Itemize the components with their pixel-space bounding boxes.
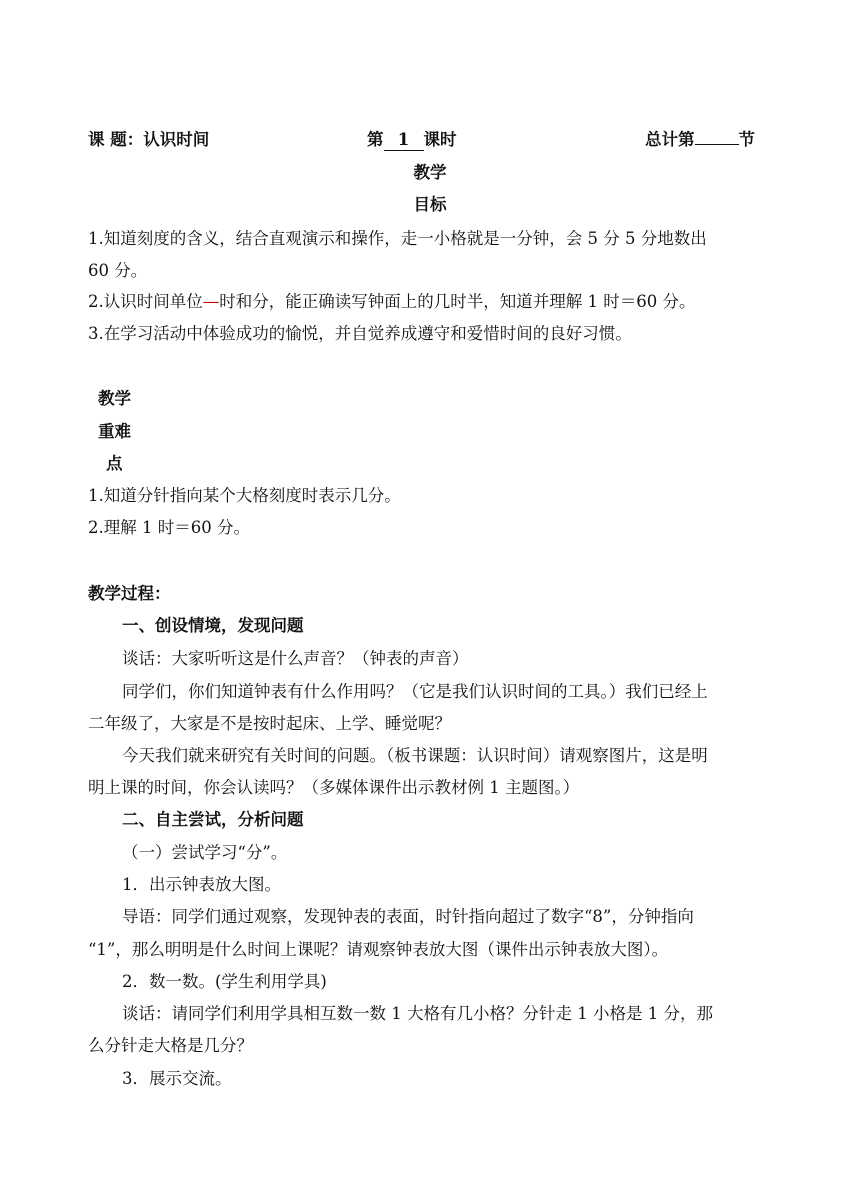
total-suffix: 节 [738,130,755,149]
lesson-title: 课 题：认识时间 [88,130,210,149]
objective-item-2-start: 2.认识时间单位 [88,292,203,311]
process-paragraph-4-line-1: 导语：同学们通过观察，发现钟表的表面，时针指向超过了数字“8”，分钟指向 [122,907,694,926]
lesson-number-field [367,129,457,151]
objective-item-1-line-2: 60 分。 [88,261,148,280]
lesson-number: 1 [384,130,424,151]
objectives-label-2: 目标 [413,195,447,214]
objective-item-2-dash: — [202,292,220,311]
process-paragraph-3-line-1: 今天我们就来研究有关时间的问题。（板书课题：认识时间）请观察图片，这是明 [122,746,708,765]
keypoints-label-3: 点 [106,454,123,473]
process-paragraph-1: 谈话：大家听听这是什么声音？（钟表的声音） [122,649,469,668]
section-2-title: 二、自主尝试，分析问题 [122,810,304,829]
objective-item-2-end: 时和分，能正确读写钟面上的几时半，知道并理解 1 时＝60 分。 [219,292,696,311]
objective-item-3: 3.在学习活动中体验成功的愉悦，并自觉养成遵守和爱惜时间的良好习惯。 [88,324,632,343]
process-paragraph-2-line-2: 二年级了，大家是不是按时起床、上学、睡觉呢？ [88,714,451,733]
process-paragraph-5-line-1: 谈话：请同学们利用学具相互数一数 1 大格有几小格？分针走 1 小格是 1 分，那 [122,1004,713,1023]
total-prefix: 总计第 [645,130,695,149]
objective-item-2 [88,291,695,313]
process-paragraph-2-line-1: 同学们，你们知道钟表有什么作用吗？（它是我们认识时间的工具。）我们已经上 [122,682,708,701]
process-paragraph-3-line-2: 明上课的时间，你会认读吗？（多媒体课件出示教材例 1 主题图。） [88,778,580,797]
keypoint-item-2: 2.理解 1 时＝60 分。 [88,518,250,537]
lesson-prefix: 第 [367,130,384,149]
step-3: 3．展示交流。 [122,1069,232,1088]
subsection-1-title: （一）尝试学习“分”。 [122,843,288,862]
total-number [695,144,739,145]
keypoints-label-2: 重难 [98,422,131,441]
step-2: 2．数一数。(学生利用学具) [122,972,327,991]
process-paragraph-4-line-2: “1”，那么明明是什么时间上课呢？请观察钟表放大图（课件出示钟表放大图）。 [88,940,669,959]
lesson-suffix: 课时 [423,130,457,149]
objective-item-1-line-1: 1.知道刻度的含义，结合直观演示和操作，走一小格就是一分钟，会 5 分 5 分地数出 [88,229,707,248]
total-count-field [645,129,755,151]
process-heading: 教学过程： [88,584,171,603]
section-1-title: 一、创设情境，发现问题 [122,616,304,635]
objectives-label-1: 教学 [413,163,447,182]
process-paragraph-5-line-2: 么分针走大格是几分？ [88,1036,253,1055]
keypoint-item-1: 1.知道分针指向某个大格刻度时表示几分。 [88,486,401,505]
keypoints-label-1: 教学 [98,389,131,408]
step-1: 1．出示钟表放大图。 [122,875,281,894]
